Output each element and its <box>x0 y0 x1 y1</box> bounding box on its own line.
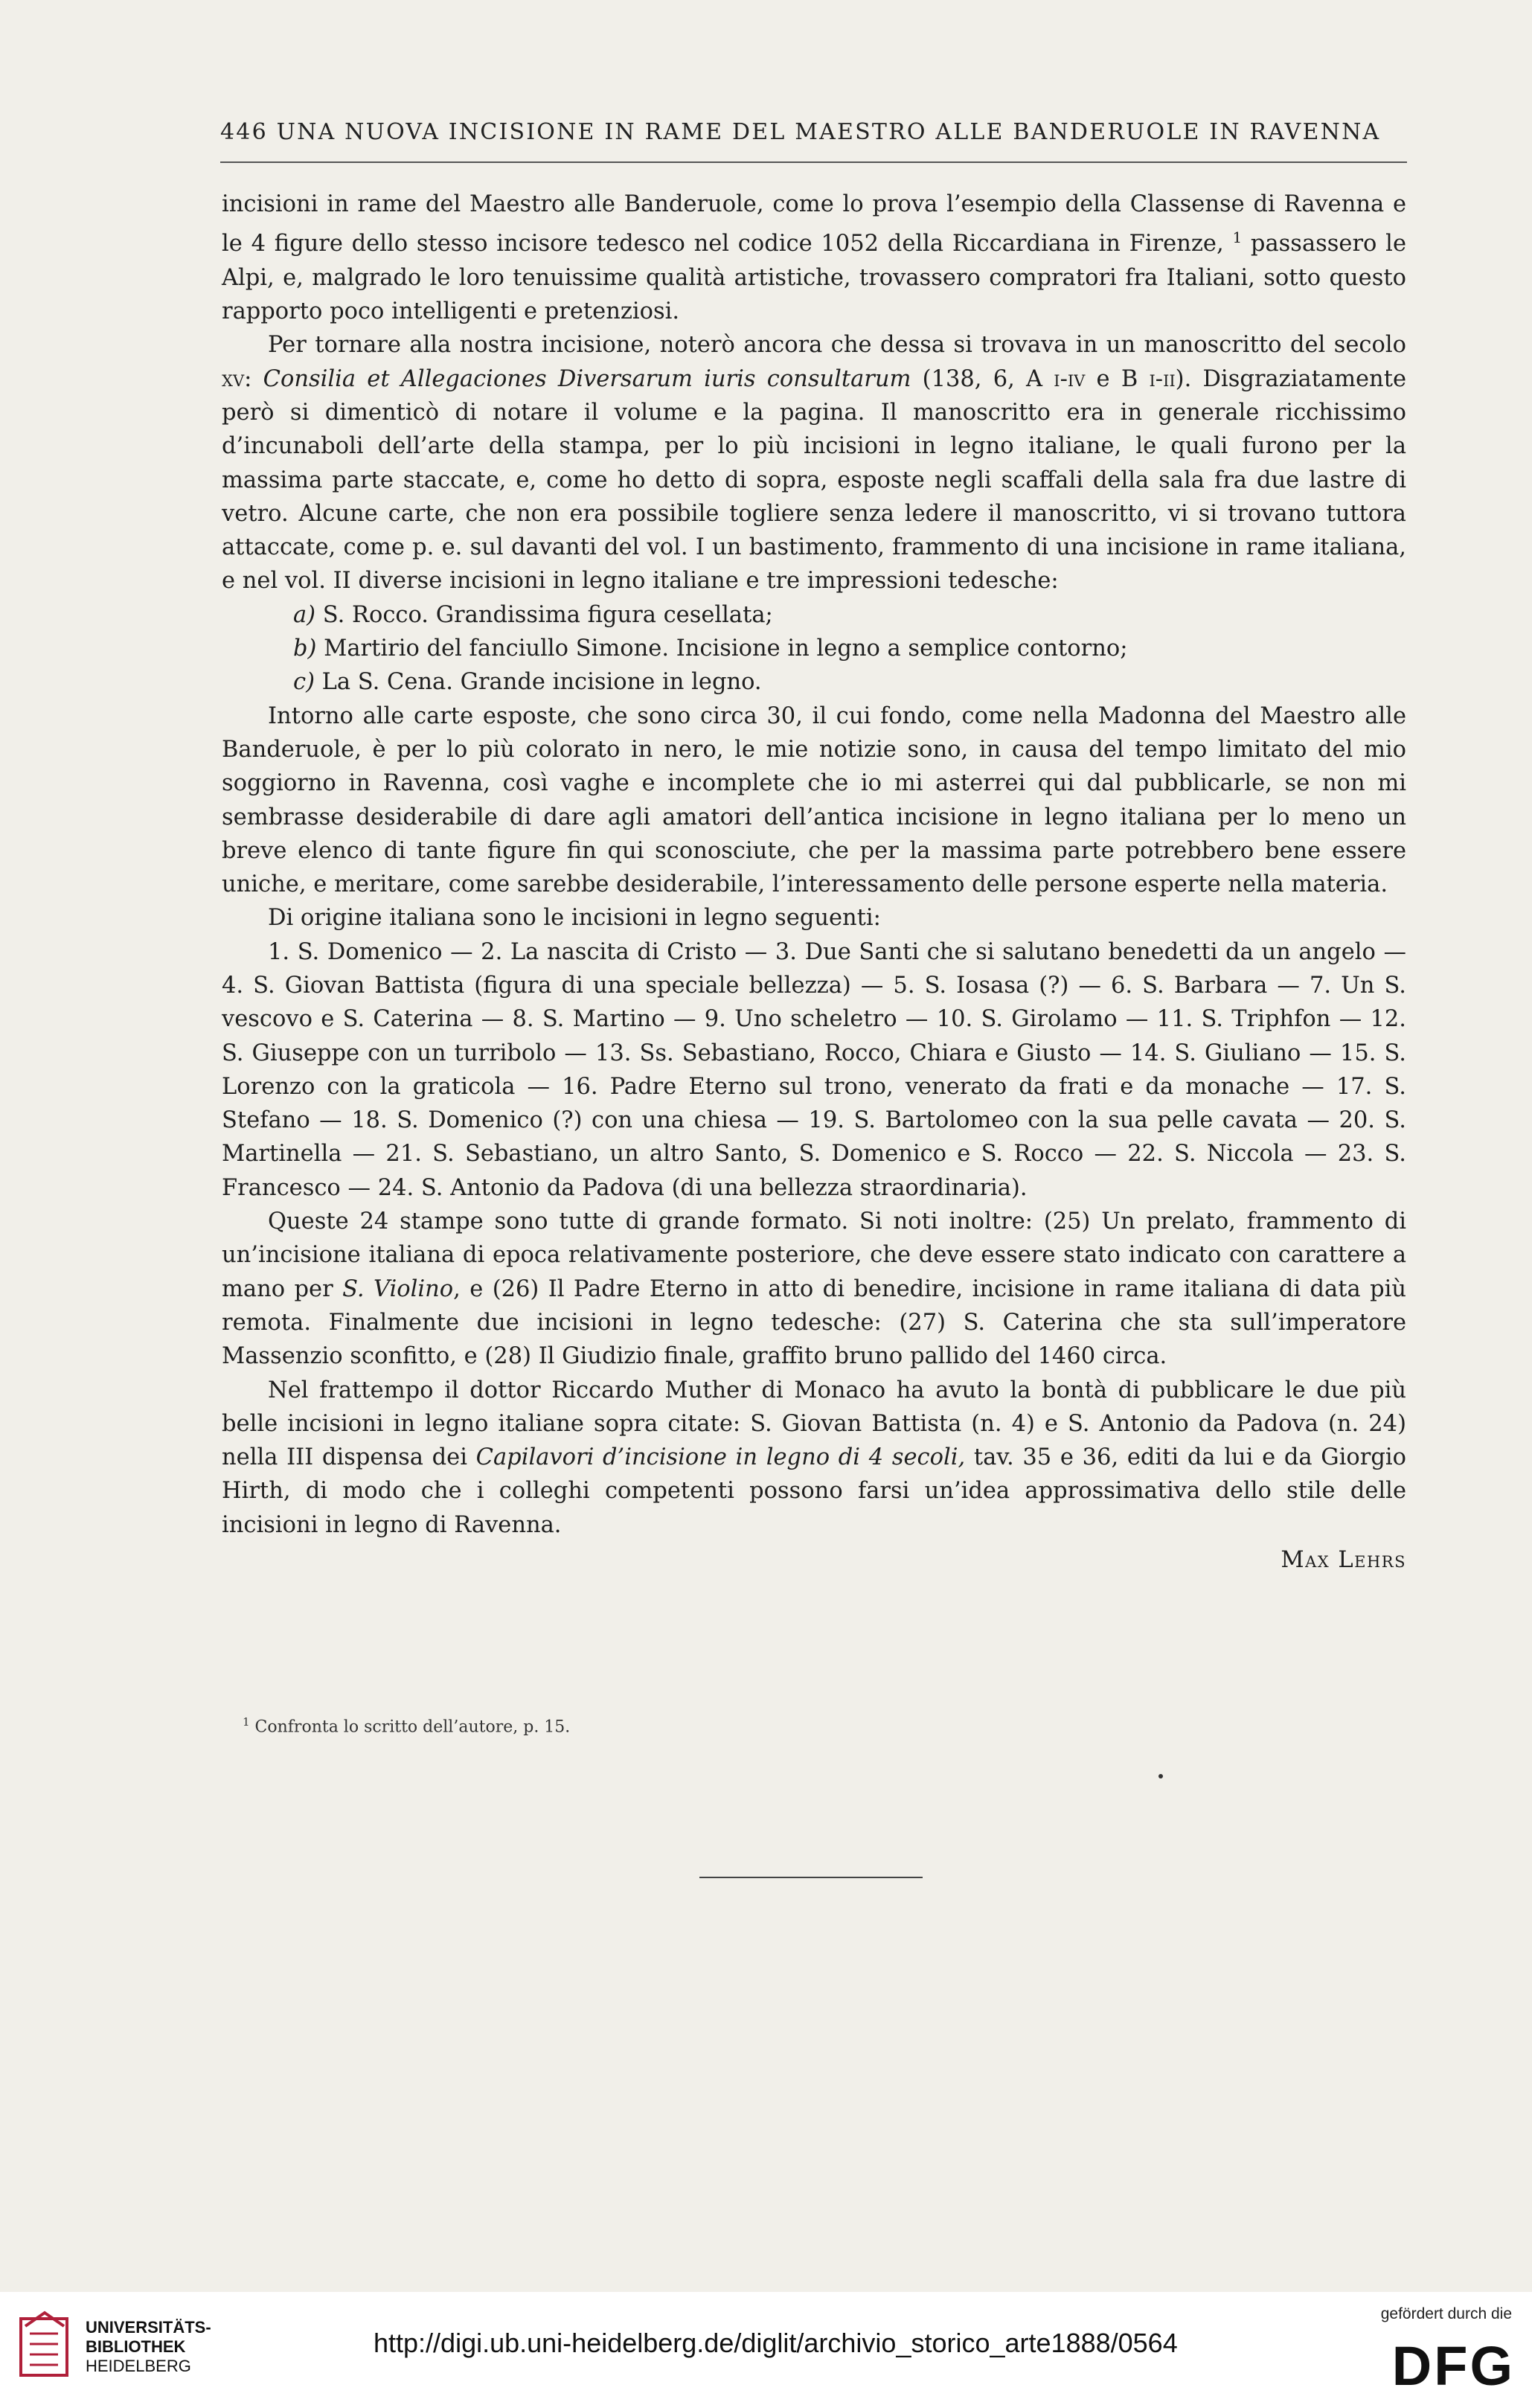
running-header <box>220 119 1403 145</box>
footnote <box>243 1715 1284 1736</box>
funded-by-label: gefördert durch die <box>1380 2305 1512 2322</box>
paragraph-1: incisioni in rame del Maestro alle Banderuole, come lo prova l’esempio della Classense di Ravenna e le 4 figure dello stesso incisore tedesco nel codice 1052 della Riccardiana in Firenze, $^1$ passassero le Alpi, e, malgrado le loro tenuissime qualità artistiche, trovassero compratori fra Italiani, sotto questo rapporto poco intelligenti e pretenziosi. <box>222 191 1406 325</box>
library-logo-icon[interactable] <box>15 2305 73 2380</box>
manuscript-title: Consilia et Allegaciones Diversarum iuris consultarum <box>263 365 911 392</box>
end-rule <box>699 1877 923 1878</box>
header-title: UNA NUOVA INCISIONE IN RAME DEL MAESTRO ALLE BANDERUOLE IN RAVENNA <box>276 119 1381 145</box>
paragraph-2: Per tornare alla nostra incisione, noterò ancora che dessa si trovava in un manoscritto del secolo xv: Consilia et Allegaciones Diversarum iuris consultarum (138, 6, A i-iv e B i-ii). Disgraziatamente però si dimenticò di notare il volume e la pagina. Il manoscritto era in generale ricchissimo d’incunaboli dell’arte della stampa, per lo più incisioni in legno italiane, le quali furono per la massima parte staccate, e, come ho detto di sopra, esposte negli scaffali della sala fra due lastre di vetro. Alcune carte, che non era possibile togliere senza ledere il manoscritto, vi si trovano tuttora attaccate, come p. e. sul davanti del vol. I un bastimento, frammento di una incisione in rame italiana, e nel vol. II diverse incisioni in legno italiane e tre impressioni tedesche: <box>222 332 1407 595</box>
article-body <box>222 188 1406 1577</box>
paragraph-3: Intorno alle carte esposte, che sono circa 30, il cui fondo, come nella Madonna del Maestro alle Banderuole, è per lo più colorato in nero, le mie notizie sono, in causa del tempo limitato del mio soggiorno in Ravenna, così vaghe e incomplete che io mi asterrei qui dal pubblicarle, se non mi sembrasse desiderabile di dare agli amatori dell’antica incisione in legno italiana per lo meno un breve elenco di tante figure fin qui sconosciute, che per la massima parte potrebbero bene essere uniche, e meritare, come sarebbe desiderabile, l’interessamento delle persone esperte nella materia. <box>222 702 1406 898</box>
list-item: c) La S. Cena. Grande incisione in legno. <box>293 669 762 696</box>
footnote-ref[interactable]: 1 <box>1232 228 1243 247</box>
ink-speck <box>1158 1774 1163 1778</box>
header-rule <box>220 161 1407 163</box>
page-number: 446 <box>220 119 268 145</box>
footnote-number: 1 <box>243 1715 250 1729</box>
paragraph-5-list: 1. S. Domenico — 2. La nascita di Cristo — 3. Due Santi che si salutano benedetti da un angelo — 4. S. Giovan Battista (figura di una speciale bellezza) — 5. S. Iosasa (?) — 6. S. Barbara — 7. Un S. vescovo e S. Caterina — 8. S. Martino — 9. Uno scheletro — 10. S. Girolamo — 11. S. Triphfon — 12. S. Giuseppe con un turribolo — 13. Ss. Sebastiano, Rocco, Chiara e Giusto — 14. S. Giuliano — 15. S. Lorenzo con la graticola — 16. Padre Eterno sul trono, venerato da frati e da monache — 17. S. Stefano — 18. S. Domenico (?) con una chiesa — 19. S. Bartolomeo con la sua pelle cavata — 20. S. Martinella — 21. S. Sebastiano, un altro Santo, S. Domenico e S. Rocco — 22. S. Niccola — 23. S. Francesco — 24. S. Antonio da Padova (di una bellezza straordinaria). <box>222 938 1406 1201</box>
book-title: Capilavori d’incisione in legno di 4 secoli, <box>475 1444 966 1471</box>
paragraph-4: Di origine italiana sono le incisioni in legno seguenti: <box>268 905 881 932</box>
author-signature: Max Lehrs <box>1281 1547 1406 1574</box>
footnote-text: Confronta lo scritto dell’autore, p. 15. <box>249 1717 571 1737</box>
dfg-logo[interactable]: DFG <box>1391 2335 1515 2397</box>
source-url-link[interactable]: http://digi.ub.uni-heidelberg.de/diglit/archivio_storico_arte1888/0564 <box>374 2328 1178 2358</box>
library-name[interactable]: UNIVERSITÄTS- BIBLIOTHEK HEIDELBERG <box>86 2318 211 2375</box>
list-item: a) S. Rocco. Grandissima figura cesellata; <box>293 601 773 628</box>
paragraph-7: Nel frattempo il dottor Riccardo Muther di Monaco ha avuto la bontà di pubblicare le due più belle incisioni in legno italiane sopra citate: S. Giovan Battista (n. 4) e S. Antonio da Padova (n. 24) nella III dispensa dei Capilavori d’incisione in legno di 4 secoli, tav. 35 e 36, editi da lui e da Giorgio Hirth, di modo che i colleghi competenti possono farsi un’idea approssimativa dello stile delle incisioni in legno di Ravenna. <box>222 1377 1406 1538</box>
paragraph-6: Queste 24 stampe sono tutte di grande formato. Si noti inoltre: (25) Un prelato, frammento di un’incisione italiana di epoca relativamente posteriore, che deve essere stato indicato con carattere a mano per S. Violino, e (26) Il Padre Eterno in atto di benedire, incisione in rame italiana di data più remota. Finalmente due incisioni in legno tedesche: (27) S. Caterina che sta sull’imperatore Massenzio sconfitto, e (28) Il Giudizio finale, graffito bruno pallido del 1460 circa. <box>222 1208 1406 1370</box>
list-item: b) Martirio del fanciullo Simone. Incisione in legno a semplice contorno; <box>293 635 1128 662</box>
